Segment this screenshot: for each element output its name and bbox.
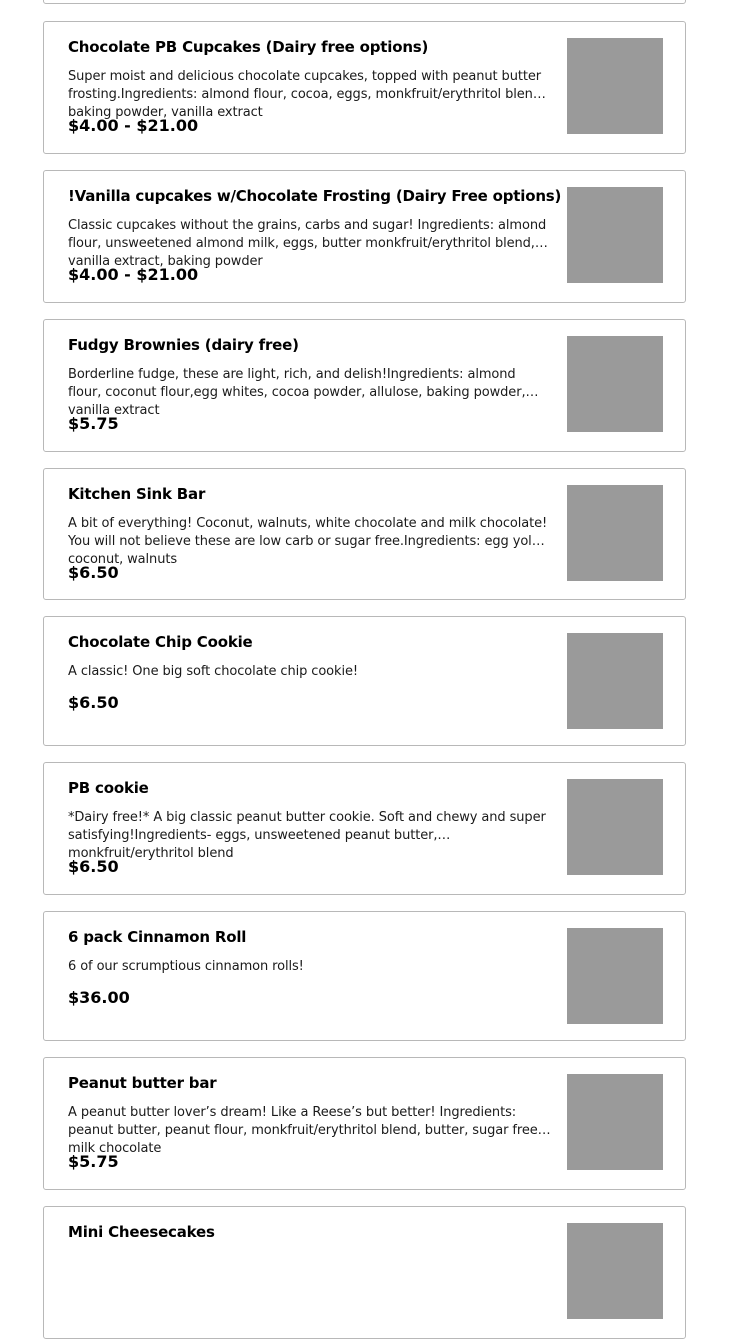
menu-item-card[interactable] [43, 1057, 686, 1190]
item-image [567, 1074, 663, 1170]
item-price: $5.75 [68, 414, 119, 433]
item-title: Peanut butter bar [68, 1074, 217, 1092]
item-image [567, 779, 663, 875]
item-price: $6.50 [68, 857, 119, 876]
item-image [567, 38, 663, 134]
menu-item-card[interactable] [43, 1206, 686, 1339]
item-image [567, 187, 663, 283]
item-description: Super moist and delicious chocolate cupcakes, topped with peanut butter frosting.Ingredients: almond flour, cocoa, eggs, monkfruit/erythritol blend, baking powder, vanilla extract [68, 69, 545, 120]
item-image [567, 485, 663, 581]
menu-item-card[interactable] [43, 21, 686, 154]
item-title: PB cookie [68, 779, 149, 797]
item-price: $6.50 [68, 693, 119, 712]
menu-item-card[interactable] [43, 616, 686, 746]
item-title: Fudgy Brownies (dairy free) [68, 336, 299, 354]
item-title: Mini Cheesecakes [68, 1223, 215, 1241]
item-title: Kitchen Sink Bar [68, 485, 206, 503]
menu-item-card[interactable] [43, 762, 686, 895]
item-description: *Dairy free!* A big classic peanut butter cookie. Soft and chewy and super satisfying!Ingredients- eggs, unsweetened peanut butter, monkfruit/erythritol blend [68, 810, 546, 861]
item-title: Chocolate PB Cupcakes (Dairy free options) [68, 38, 429, 56]
item-price: $36.00 [68, 988, 130, 1007]
item-image [567, 336, 663, 432]
menu-item-card[interactable] [43, 319, 686, 452]
item-title: !Vanilla cupcakes w/Chocolate Frosting (Dairy Free options) [68, 187, 562, 205]
item-image [567, 928, 663, 1024]
item-price: $4.00 - $21.00 [68, 265, 199, 284]
menu-item-card[interactable] [43, 170, 686, 303]
item-price: $5.75 [68, 1152, 119, 1171]
item-description: A bit of everything! Coconut, walnuts, white chocolate and milk chocolate! You will not believe these are low carb or sugar free.Ingredients: egg yolks, coconut, walnuts [68, 516, 550, 567]
item-title: Chocolate Chip Cookie [68, 633, 253, 651]
item-price: $4.00 - $21.00 [68, 116, 199, 135]
item-description: A peanut butter lover’s dream! Like a Reese’s but better! Ingredients: peanut butter, peanut flour, monkfruit/erythritol blend, butter, sugar free milk chocolate [68, 1105, 538, 1156]
item-title: 6 pack Cinnamon Roll [68, 928, 247, 946]
item-image [567, 1223, 663, 1319]
item-description: 6 of our scrumptious cinnamon rolls! [68, 959, 304, 974]
item-image [567, 633, 663, 729]
item-price: $6.50 [68, 563, 119, 582]
menu-item-card[interactable] [43, 0, 686, 4]
item-description: Borderline fudge, these are light, rich, and delish!Ingredients: almond flour, coconut flour,egg whites, cocoa powder, allulose, baking powder, vanilla extract [68, 367, 526, 418]
menu-item-card[interactable] [43, 468, 686, 600]
item-description: A classic! One big soft chocolate chip cookie! [68, 664, 358, 679]
item-description: Classic cupcakes without the grains, carbs and sugar! Ingredients: almond flour, unsweetened almond milk, eggs, butter monkfruit/erythritol blend, vanilla extract, baking powder [68, 218, 547, 269]
menu-item-card[interactable] [43, 911, 686, 1041]
